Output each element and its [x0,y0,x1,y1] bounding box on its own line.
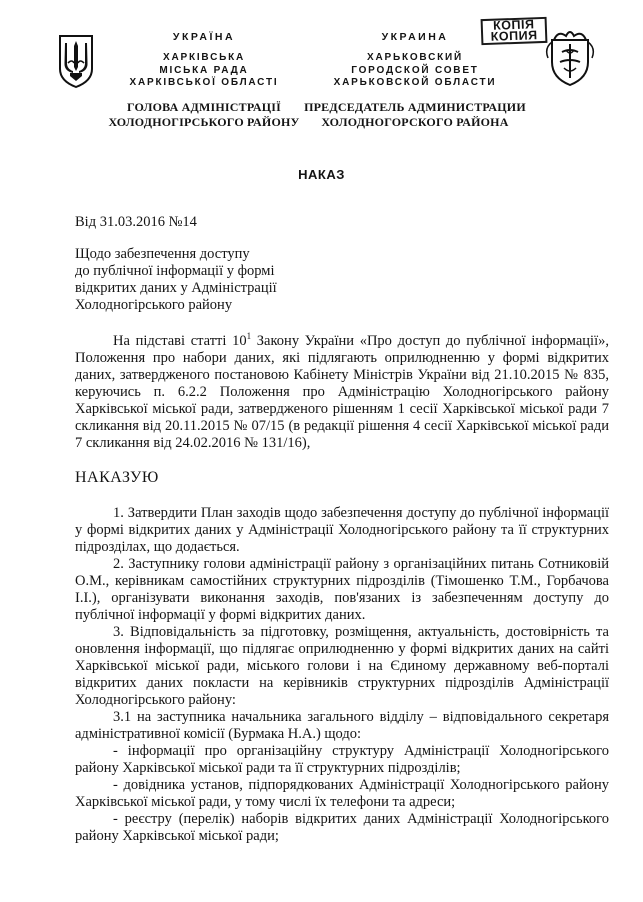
header-left-org-1: ГОЛОВА АДМІНІСТРАЦІЇ [127,99,281,114]
preamble-text-start: На підставі статті 10 [113,333,247,349]
ukraine-trident-emblem-icon [56,33,96,89]
order-subject [75,246,277,314]
header-left-country: УКРАЇНА [172,31,236,43]
preamble-text-rest: Закону України «Про доступ до публічної інформації», Положення про набори даних, які підлягають оприлюдненню у формі відкритих даних, затвердженого постановою Кабінету Міністрів України від 21.10.2015 № 835, керуючись п. 6.2.2 Положення про Адміністрацію Холодногірського району Харківської міської ради, затвердженого рішенням 1 сесії Харківської міської ради 7 скликання від 20.11.2015 № 07/15 (в редакції рішення 4 сесії Харківської міської ради 7 скликання від 24.02.2016 № 131/16), [75,333,609,451]
subject-line: Холодногірського району [75,297,233,313]
header-right-city-1: ХАРЬКОВСКИЙ [367,52,463,63]
stamp-line-ru: КОПИЯ [490,28,538,44]
order-item-registry: - реєстру (перелік) наборів відкритих даних Адміністрації Холодногірського району Харківської міської ради; [75,811,609,844]
subject-line: до публічної інформації у формі [75,263,275,279]
subject-line: відкритих даних у Адміністрації [75,280,277,296]
header-left-city-3: ХАРКІВСЬКОЇ ОБЛАСТІ [129,77,279,88]
header-right-city-2: ГОРОДСКОЙ СОВЕТ [351,64,479,76]
order-word: НАКАЗУЮ [75,469,159,486]
order-point-1: 1. Затвердити План заходів щодо забезпечення доступу до публічної інформації у формі відкритих даних у Адміністрації Холодногірського району та її структурних підрозділах, що додається. [75,505,609,555]
document-title: НАКАЗ [298,167,345,182]
order-point-2: 2. Заступнику голови адміністрації району з організаційних питань Сотниковій О.М., керівникам самостійних структурних підрозділів (Тімошенко Т.М., Горбачова І.І.), організувати виконання заходів, пов'язаних із забезпеченням доступу до публічної інформації у формі відкритих даних. [75,556,609,623]
order-item-structure: - інформації про організаційну структуру Адміністрації Холодногірського району Харківської міської ради та її структурних підрозділів; [75,743,609,776]
preamble-superscript: 1 [246,331,252,342]
stamp-line-ua: КОПІЯ [492,17,535,33]
order-date-number: Від 31.03.2016 №14 [75,214,197,230]
order-points [75,505,609,845]
header-left-org-2: ХОЛОДНОГІРСЬКОГО РАЙОНУ [108,114,300,129]
header-right-country: УКРАИНА [381,31,449,43]
kharkiv-coat-of-arms-icon [544,28,596,88]
order-point-3-1: 3.1 на заступника начальника загального відділу – відповідального секретаря адміністративної комісії (Бурмака Н.А.) щодо: [75,709,609,742]
subject-line: Щодо забезпечення доступу [75,246,250,262]
header-russian [302,31,528,130]
header-ukrainian [104,31,304,130]
header-right-org-1: ПРЕДСЕДАТЕЛЬ АДМИНИСТРАЦИИ [304,99,526,114]
order-point-3: 3. Відповідальність за підготовку, розміщення, актуальність, достовірність та оновлення інформації, що підлягає оприлюдненню у формі відкритих даних на сайті Харківської міської ради, міського голови і на Єдиному державному веб-порталі відкритих даних покласти на керівників структурних підрозділів Адміністрації Холодногірського району: [75,624,609,708]
header-right-city-3: ХАРЬКОВСКОЙ ОБЛАСТИ [333,77,497,88]
header-left-city-1: ХАРКІВСЬКА [162,52,246,63]
header-left-city-2: МІСЬКА РАДА [159,64,249,76]
order-item-directory: - довідника установ, підпорядкованих Адміністрації Холодногірського району Харківської міської ради, у тому числі їх телефони та адреси; [75,777,609,810]
header-right-org-2: ХОЛОДНОГОРСКОГО РАЙОНА [321,114,509,129]
preamble-paragraph [75,333,609,452]
